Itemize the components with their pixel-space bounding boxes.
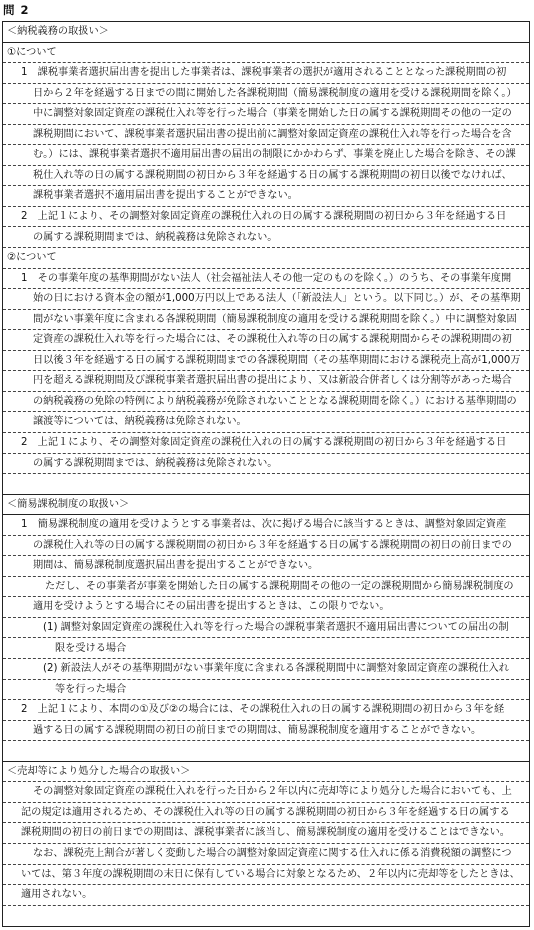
text-line bbox=[3, 844, 529, 865]
question-number: 問 2 bbox=[3, 3, 30, 17]
line-text: の課税仕入れ等の日の属する課税期間の初日から３年を経過する日の属する課税期間の初日の前日までの bbox=[33, 539, 512, 551]
text-line bbox=[3, 782, 529, 803]
line-text: 円を超える課税期間及び課税事業者選択届出書の提出により、又は新設合併者しくは分割等があった場合 bbox=[33, 375, 512, 387]
line-text: 中に調整対象固定資産の課税仕入れ等を行った場合（事業を開始した日の属する課税期間その他の一定の bbox=[33, 108, 512, 120]
line-text: 2 上記１により、その調整対象固定資産の課税仕入れの日の属する課税期間の初日から３年を経過する日 bbox=[21, 210, 507, 222]
line-text: 2 上記１により、本問の①及び②の場合には、その課税仕入れの日の属する課税期間の初日から３年を経 bbox=[21, 704, 505, 716]
blank-line bbox=[3, 741, 529, 762]
line-text: む。）には、課税事業者選択不適用届出書の届出の制限にかかわらず、事業を廃止した場合を除き、その課 bbox=[33, 149, 516, 161]
text-line bbox=[3, 659, 529, 680]
line-text: 税仕入れ等の日の属する課税期間の初日から３年を経過する日の属する課税期間の初日以後でなければ、 bbox=[33, 169, 512, 181]
line-text: 課税期間において、課税事業者選択届出書の提出前に調整対象固定資産の課税仕入れ等を行った場合を含 bbox=[33, 128, 512, 140]
text-line bbox=[3, 310, 529, 331]
line-text: 過する日の属する課税期間の初日の前日までの期間は、簡易課税制度を適用することができない。 bbox=[33, 724, 482, 736]
text-line bbox=[3, 865, 529, 886]
line-text: 課税事業者選択不適用届出書を提出することができない。 bbox=[33, 190, 298, 202]
line-text: 期間は、簡易課税制度選択届出書を提出することができない。 bbox=[33, 560, 319, 572]
text-line bbox=[3, 145, 529, 166]
text-line bbox=[3, 803, 529, 824]
text-line bbox=[3, 248, 529, 269]
text-line bbox=[3, 577, 529, 598]
text-line bbox=[3, 186, 529, 207]
text-line bbox=[3, 166, 529, 187]
line-text: 限を受ける場合 bbox=[55, 642, 127, 654]
line-text: 1 課税事業者選択届出書を提出した事業者は、課税事業者の選択が適用されることとなった課税期間の初 bbox=[21, 67, 507, 79]
text-line bbox=[3, 597, 529, 618]
blank-line bbox=[3, 474, 529, 495]
text-line bbox=[3, 454, 529, 475]
line-text: の属する課税期間までは、納税義務は免除されない。 bbox=[33, 457, 278, 469]
line-text: (1) 調整対象固定資産の課税仕入れ等を行った場合の課税事業者選択不適用届出書についての届出の制 bbox=[43, 621, 509, 633]
text-line bbox=[3, 762, 529, 783]
line-text: ②について bbox=[7, 252, 57, 264]
line-text: 間がない事業年度に含まれる各課税期間（簡易課税制度の適用を受ける課税期間を除く。）中に調整対象固 bbox=[33, 313, 517, 325]
line-text: ＜売却等により処分した場合の取扱い＞ bbox=[7, 765, 191, 777]
text-line bbox=[3, 433, 529, 454]
text-line bbox=[3, 43, 529, 64]
text-line bbox=[3, 330, 529, 351]
text-line bbox=[3, 289, 529, 310]
text-line bbox=[3, 412, 529, 433]
line-text: 2 上記１により、その調整対象固定資産の課税仕入れの日の属する課税期間の初日から３年を経過する日 bbox=[21, 437, 507, 448]
text-line bbox=[3, 536, 529, 557]
text-line bbox=[3, 680, 529, 701]
line-text: いては、第３年度の課税期間の末日に保有している場合に対象となるため、２年以内に売却等をしたときは、 bbox=[21, 868, 520, 880]
text-line bbox=[3, 556, 529, 577]
text-line bbox=[3, 84, 529, 105]
text-line bbox=[3, 228, 529, 249]
line-text: ＜納税義務の取扱い＞ bbox=[7, 26, 109, 37]
text-line bbox=[3, 515, 529, 536]
text-line bbox=[3, 618, 529, 639]
line-text: ただし、その事業者が事業を開始した日の属する課税期間その他の一定の課税期間から簡易課税制度の bbox=[45, 580, 514, 592]
line-text: 始の日における資本金の額が1,000万円以上である法人（「新設法人」という。以下同じ。）が、その基準期 bbox=[33, 293, 521, 305]
text-line bbox=[3, 104, 529, 125]
text-line bbox=[3, 371, 529, 392]
text-line bbox=[3, 885, 529, 906]
text-line bbox=[3, 63, 529, 84]
text-line bbox=[3, 125, 529, 146]
line-text: 譲渡等については、納税義務は免除されない。 bbox=[33, 416, 247, 428]
line-text: (2) 新設法人がその基準期間がない事業年度に含まれる各課税期間中に調整対象固定資産の課税仕入れ bbox=[43, 663, 509, 675]
line-text: の属する課税期間までは、納税義務は免除されない。 bbox=[33, 231, 278, 243]
line-text: 適用されない。 bbox=[21, 889, 93, 901]
text-line bbox=[3, 207, 529, 228]
text-line bbox=[3, 351, 529, 372]
line-text: 等を行った場合 bbox=[55, 683, 127, 695]
line-text: ＜簡易課税制度の取扱い＞ bbox=[7, 498, 130, 510]
answer-box bbox=[2, 21, 530, 927]
line-text: その調整対象固定資産の課税仕入れを行った日から２年以内に売却等により処分した場合においても、上 bbox=[33, 786, 512, 798]
line-text: 1 簡易課税制度の適用を受けようとする事業者は、次に掲げる場合に該当するときは、調整対象固定資産 bbox=[21, 519, 507, 531]
line-text: 課税期間の初日の前日までの期間は、課税事業者に該当し、簡易課税制度の適用を受けることはできない。 bbox=[21, 827, 510, 839]
text-line bbox=[3, 269, 529, 290]
text-line bbox=[3, 721, 529, 742]
line-text: 適用を受けようとする場合にその届出書を提出するときは、この限りでない。 bbox=[33, 601, 390, 613]
line-text: 日以後３年を経過する日の属する課税期間までの各課税期間（その基準期間における課税売上高が1,000万 bbox=[33, 354, 521, 366]
text-line bbox=[3, 22, 529, 43]
line-text: 定資産の課税仕入れ等を行った場合には、その課税仕入れ等の日の属する課税期間からその課税期間の初 bbox=[33, 334, 512, 346]
line-text: 1 その事業年度の基準期間がない法人（社会福祉法人その他一定のものを除く。）のうち、その事業年度開 bbox=[21, 272, 512, 284]
text-line bbox=[3, 700, 529, 721]
line-text: 日から２年を経過する日までの間に開始した各課税期間（簡易課税制度の適用を受ける課税期間を除く。） bbox=[33, 87, 517, 99]
line-text: の納税義務の免除の特例により納税義務が免除されないこととなる課税期間を除く。）における基準期間の bbox=[33, 395, 517, 407]
text-line bbox=[3, 639, 529, 660]
line-text: ①について bbox=[7, 46, 57, 58]
text-line bbox=[3, 823, 529, 844]
line-text: 記の規定は適用されるため、その課税仕入れ等の日の属する課税期間の初日から３年を経過する日の属する bbox=[21, 806, 510, 818]
line-text: なお、課税売上割合が著しく変動した場合の調整対象固定資産に関する仕入れに係る消費税額の調整につ bbox=[33, 848, 512, 859]
text-line bbox=[3, 495, 529, 516]
text-line bbox=[3, 392, 529, 413]
